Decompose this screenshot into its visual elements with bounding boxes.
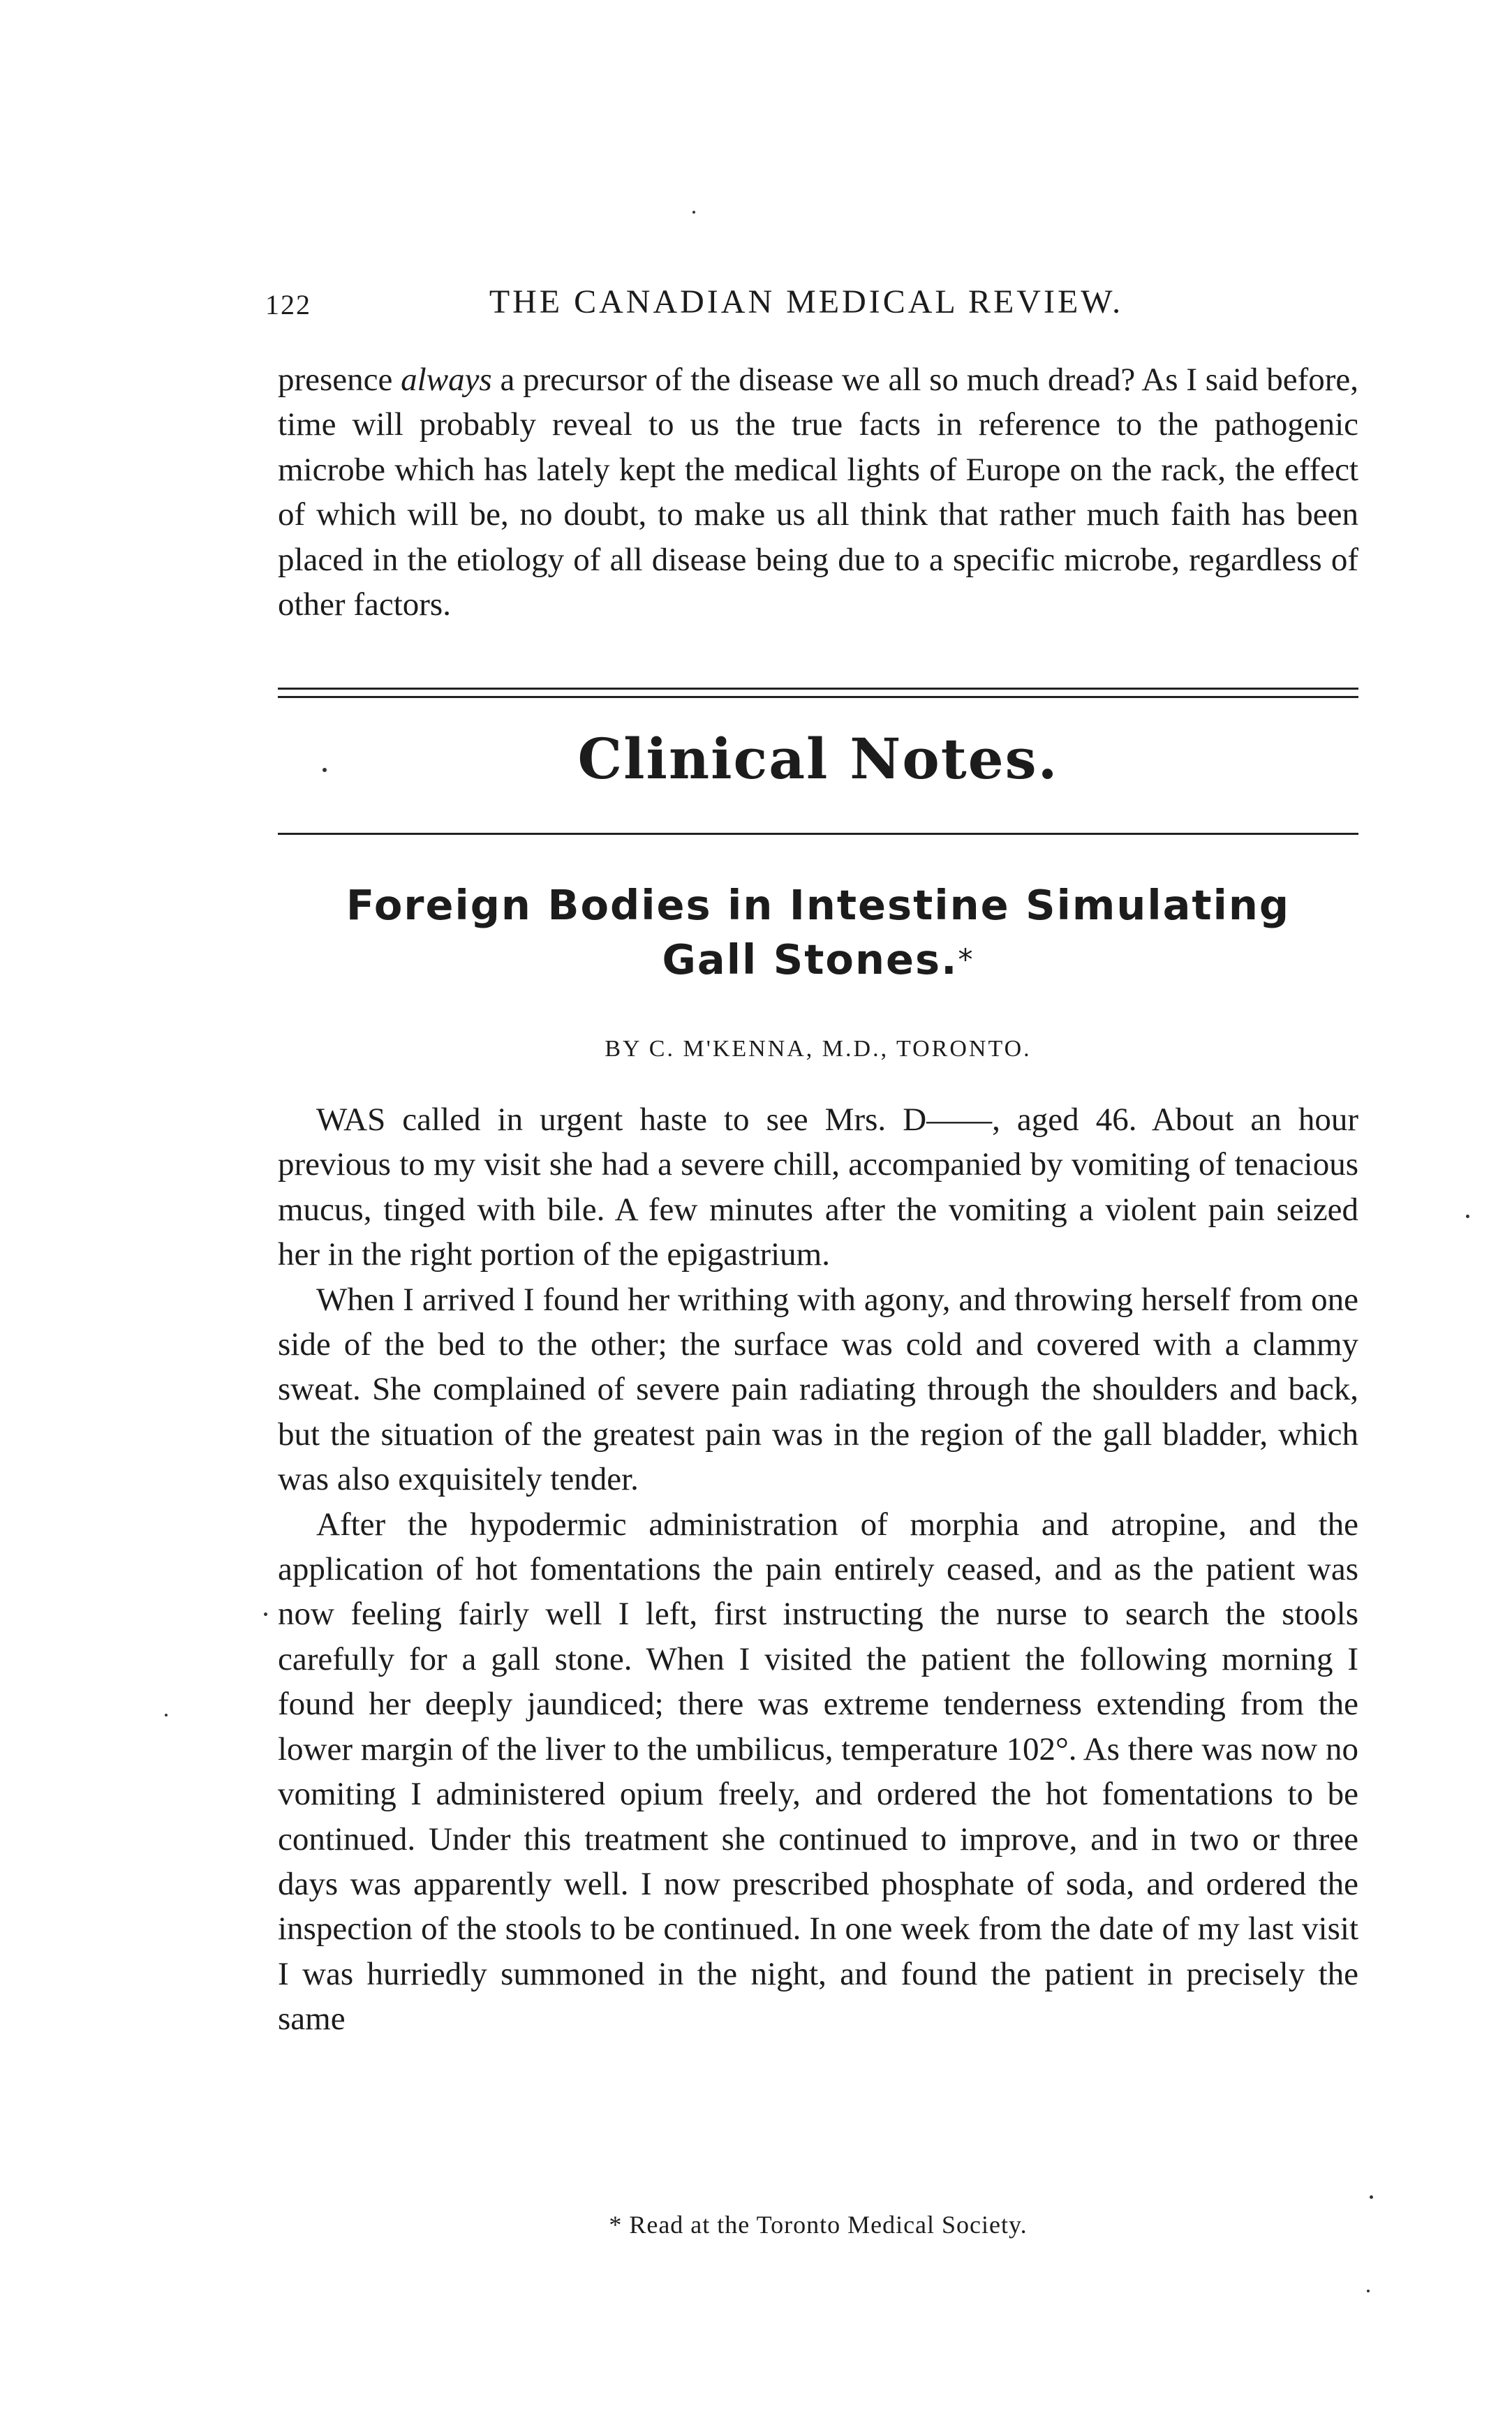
print-speck <box>264 1612 267 1616</box>
print-speck <box>165 1714 168 1717</box>
section-heading: Clinical Notes. <box>577 726 1059 792</box>
print-speck <box>1370 2195 1373 2199</box>
byline: BY C. M'KENNA, M.D., TORONTO. <box>605 1036 1032 1062</box>
print-speck <box>1466 1215 1469 1218</box>
article-paragraph-3: After the hypodermic administration of morphia and atropine, and the application of hot fomentations the pain entirely ceased, and as the patient was now feeling fairly well I left, first instructing the nurse to search the stools carefully for a gall stone. When I visited the patient the following morning I found her deeply jaundiced; there was extreme tenderness extending from the lower margin of the liver to the umbilicus, temperature 102°. As there was now no vomiting I administered opium freely, and ordered the hot fomentations to be continued. Under this treatment she continued to improve, and in two or three days was apparently well. I now prescribed phosphate of soda, and ordered the inspection of the stools to be continued. In one week from the date of my last visit I was hurriedly summoned in the night, and found the patient in precisely the same <box>278 1506 1358 2038</box>
print-speck <box>1367 2290 1370 2292</box>
article-paragraph-1: WAS called in urgent haste to see Mrs. D——, aged 46. About an hour previous to my visit she had a severe chill, accompanied by vomiting of tenacious mucus, tinged with bile. A few minutes after the vomiting a violent pain seized her in the right portion of the epigastrium. <box>278 1102 1358 1273</box>
footnote-marker: * <box>958 942 974 977</box>
intro-emphasis: always <box>401 362 492 398</box>
article-body <box>278 1097 1358 2042</box>
section-rule <box>278 833 1358 835</box>
intro-paragraph <box>278 357 1358 627</box>
footnote: * Read at the Toronto Medical Society. <box>609 2211 1028 2239</box>
intro-text-start: presence <box>278 362 401 398</box>
article-title <box>278 878 1358 987</box>
article-paragraph-2: When I arrived I found her writhing with agony, and throwing herself from one side of the bed to the other; the surface was cold and covered with a clammy sweat. She complained of severe pain radiating through the shoulders and back, but the situation of the greatest pain was in the region of the gall bladder, which was also exquisitely tender. <box>278 1281 1358 1498</box>
intro-text-rest: a precursor of the disease we all so much dread? As I said before, time will probably reveal to us the true facts in reference to the pathogenic microbe which has lately kept the medical lights of Europe on the rack, the effect of which will be, no doubt, to make us all think that rather much faith has been placed in the etiology of all disease being due to a specific microbe, regardless of other factors. <box>278 362 1358 623</box>
article-title-line-1: Foreign Bodies in Intestine Simulating <box>346 881 1291 929</box>
page-number: 122 <box>265 289 311 320</box>
journal-title: THE CANADIAN MEDICAL REVIEW. <box>489 283 1124 320</box>
print-speck <box>692 211 695 214</box>
article-title-text: Gall Stones. <box>662 935 958 984</box>
double-rule-top <box>278 688 1358 690</box>
print-speck <box>323 768 327 772</box>
double-rule-bottom <box>278 696 1358 698</box>
article-title-line-2 <box>278 933 1358 987</box>
running-head <box>265 283 1347 332</box>
